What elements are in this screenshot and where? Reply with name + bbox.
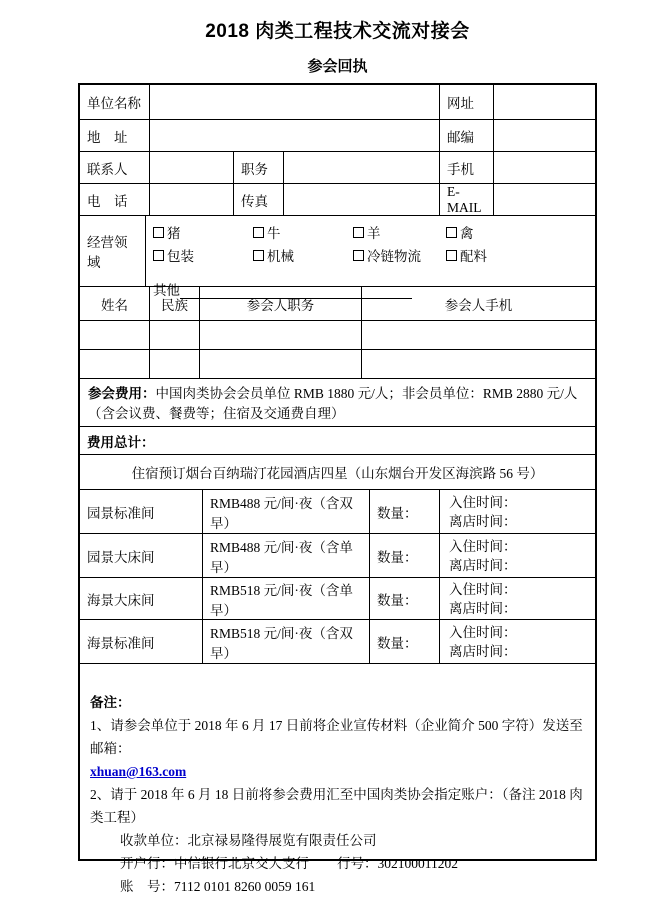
note-2: 2、请于 2018 年 6 月 18 日前将参会费用汇至中国肉类协会指定账户：（备注 2018 肉类工程） [90,787,583,825]
fee-info-cell [80,379,595,426]
checkbox-option-ingredients[interactable]: 配料 [446,245,588,265]
attendee-ethnic-field[interactable] [150,321,200,349]
room-name: 海景大床间 [80,578,203,619]
attendee-position-header: 参会人职务 [200,287,362,320]
checkbox-icon[interactable] [353,250,364,261]
business-scope-row [80,216,595,298]
room-price: RMB518 元/间·夜（含双早） [203,620,370,663]
room-quantity-field[interactable]: 数量： [370,490,440,533]
table-row [80,120,595,152]
checkin-field[interactable]: 入住时间： [449,538,517,554]
unit-name-field[interactable] [150,85,440,119]
checkbox-option-sheep[interactable]: 羊 [353,222,446,242]
room-name: 园景大床间 [80,534,203,577]
payee-line: 收款单位：北京禄易隆得展览有限责任公司 [120,833,377,848]
table-row [80,85,595,120]
notes-cell [80,664,595,894]
fax-field[interactable] [284,184,440,215]
bank-number: 行号：302100011202 [337,856,458,871]
attendee-mobile-field[interactable] [362,321,595,349]
document-page [78,0,597,894]
checkbox-icon[interactable] [446,250,457,261]
checkbox-icon[interactable] [153,250,164,261]
checkbox-icon[interactable] [446,227,457,238]
position-field[interactable] [284,152,440,183]
contact-field[interactable] [150,152,234,183]
checkbox-option-cattle[interactable]: 牛 [253,222,353,242]
bank-line [90,852,585,875]
fee-info-row [80,379,595,427]
position-label: 职务 [234,152,284,183]
checkin-field[interactable]: 入住时间： [449,494,517,510]
checkbox-icon[interactable] [353,227,364,238]
attendee-row [80,350,595,379]
zip-field[interactable] [494,120,595,151]
account-line: 账 号：7112 0101 8260 0059 161 [120,879,316,894]
registration-form-table [78,83,597,894]
table-row [80,184,595,216]
page-subtitle: 参会回执 [307,58,368,75]
hotel-room-row [80,620,595,664]
attendee-position-field[interactable] [200,321,362,349]
checkbox-option-pig[interactable]: 猪 [153,222,253,242]
website-label: 网址 [440,85,494,119]
fee-note: （含会议费、餐费等；住宿及交通费自理） [88,406,345,421]
attendee-name-field[interactable] [80,321,150,349]
phone-label: 电 话 [80,184,150,215]
mobile-label: 手机 [440,152,494,183]
attendee-ethnic-field[interactable] [150,350,200,378]
checkbox-icon[interactable] [253,250,264,261]
email-label: E-MAIL [440,184,494,215]
unit-name-label: 单位名称 [80,85,150,119]
hotel-room-row [80,490,595,534]
notes-label: 备注： [90,695,131,710]
room-name: 园景标准间 [80,490,203,533]
contact-label: 联系人 [80,152,150,183]
checkbox-option-packaging[interactable]: 包装 [153,245,253,265]
room-price: RMB488 元/间·夜（含双早） [203,490,370,533]
attendee-position-field[interactable] [200,350,362,378]
fee-total-label: 费用总计： [87,434,155,450]
email-link[interactable]: xhuan@163.com [90,764,187,779]
fax-label: 传真 [234,184,284,215]
checkbox-icon[interactable] [153,227,164,238]
phone-field[interactable] [150,184,234,215]
mobile-field[interactable] [494,152,595,183]
zip-label: 邮编 [440,120,494,151]
address-label: 地 址 [80,120,150,151]
checkbox-option-machinery[interactable]: 机械 [253,245,353,265]
room-name: 海景标准间 [80,620,203,663]
checkout-field[interactable]: 离店时间： [449,600,517,616]
hotel-header-row [80,455,595,490]
attendee-name-header: 姓名 [80,287,150,320]
checkbox-option-poultry[interactable]: 禽 [446,222,588,242]
checkout-field[interactable]: 离店时间： [449,557,517,573]
address-field[interactable] [150,120,440,151]
note-1: 1、请参会单位于 2018 年 6 月 17 日前将企业宣传材料（企业简介 500 字符）发送至邮箱： [90,718,583,756]
hotel-room-row [80,578,595,620]
attendee-mobile-field[interactable] [362,350,595,378]
checkin-field[interactable]: 入住时间： [449,624,517,640]
checkin-field[interactable]: 入住时间： [449,581,517,597]
email-field[interactable] [494,184,595,215]
checkout-field[interactable]: 离店时间： [449,643,517,659]
fee-total-row[interactable] [80,427,595,455]
room-quantity-field[interactable]: 数量： [370,620,440,663]
room-quantity-field[interactable]: 数量： [370,534,440,577]
attendee-mobile-header: 参会人手机 [444,297,513,313]
checkbox-icon[interactable] [253,227,264,238]
page-title: 2018 肉类工程技术交流对接会 [205,21,470,42]
fee-detail: 中国肉类协会会员单位 RMB 1880 元/人；非会员单位：RMB 2880 元/人 [155,386,578,401]
attendee-header-row [80,287,595,321]
attendee-name-field[interactable] [80,350,150,378]
checkbox-option-coldchain[interactable]: 冷链物流 [353,245,446,265]
attendee-ethnic-header: 民族 [150,287,200,320]
business-scope-label: 经营领域 [80,216,146,286]
website-field[interactable] [494,85,595,119]
checkout-field[interactable]: 离店时间： [449,513,517,529]
room-quantity-field[interactable]: 数量： [370,578,440,619]
other-label: 其他 [153,283,180,298]
hotel-room-row [80,534,595,578]
attendee-row [80,321,595,350]
hotel-header: 住宿预订烟台百纳瑞汀花园酒店四星（山东烟台开发区海滨路 56 号） [131,466,544,481]
room-price: RMB488 元/间·夜（含单早） [203,534,370,577]
bank-name: 开户行：中信银行北京交大支行 [120,856,309,871]
fee-label: 参会费用： [88,386,156,401]
notes-row [80,664,595,894]
table-row [80,152,595,184]
room-price: RMB518 元/间·夜（含单早） [203,578,370,619]
